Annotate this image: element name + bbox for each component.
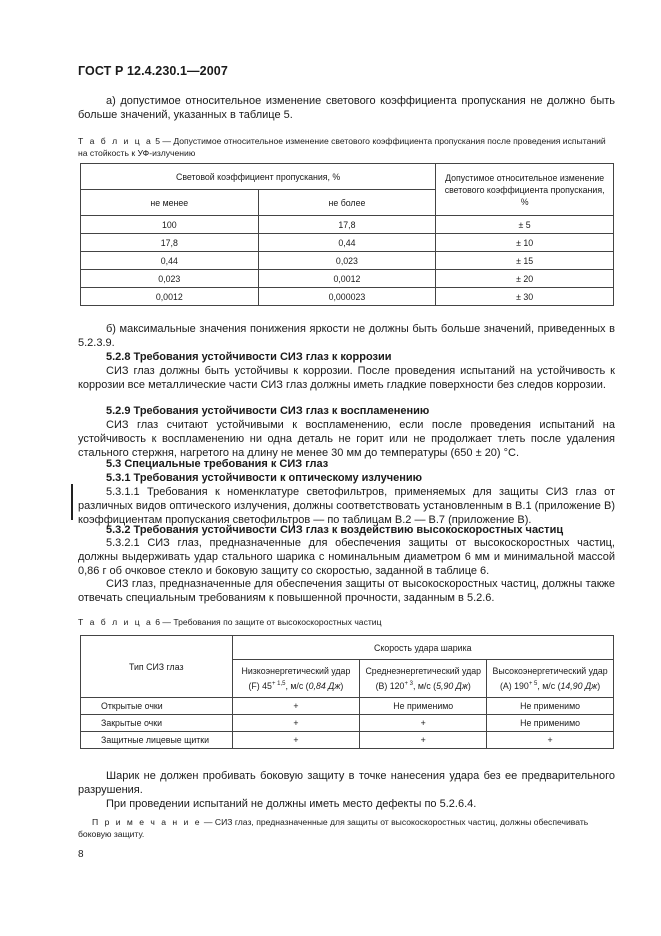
table-row bbox=[81, 288, 614, 306]
table-row bbox=[81, 234, 614, 252]
section-5-3-heading: 5.3 Специальные требования к СИЗ глаз bbox=[106, 458, 329, 470]
table-row bbox=[81, 252, 614, 270]
table-cell: + bbox=[360, 732, 487, 749]
table-cell: ± 15 bbox=[436, 252, 614, 270]
col-unit: , м/с ( bbox=[285, 680, 309, 691]
col-energy: 14,90 Дж bbox=[560, 680, 598, 691]
table-row bbox=[81, 270, 614, 288]
table-cell: 0,0012 bbox=[258, 270, 436, 288]
section-5-2-8-heading: 5.2.8 Требования устойчивости СИЗ глаз к коррозии bbox=[106, 351, 392, 363]
table-cell: + bbox=[232, 732, 360, 749]
table-cell: Не применимо bbox=[487, 698, 614, 715]
table-cell: Не применимо bbox=[360, 698, 487, 715]
change-bar bbox=[71, 484, 73, 520]
table-cell: 0,023 bbox=[81, 270, 259, 288]
col-energy: 0,84 Дж bbox=[308, 680, 341, 691]
section-5-3-1-text: 5.3.1.1 Требования к номенклатуре светофильтров, применяемых для защиты СИЗ глаз от различных видов оптического излучения, должны соответствовать установленным в В.1 (приложение В) коэффициентам пропускания светофильтров — по таблицам В.2 — В.7 (приложение В). bbox=[78, 486, 615, 526]
section-5-3-2-text-2: СИЗ глаз, предназначенные для обеспечения защиты от высокоскоростных частиц, должны также отвечать специальным требованиям к повышенной прочности, заданным в 5.2.6. bbox=[78, 578, 615, 604]
col-unit: , м/с ( bbox=[537, 680, 561, 691]
table-cell: ± 5 bbox=[436, 216, 614, 234]
note-word: П р и м е ч а н и е bbox=[92, 817, 202, 827]
table6-header-low bbox=[232, 660, 360, 698]
table-cell: 0,0012 bbox=[81, 288, 259, 306]
table-5 bbox=[80, 163, 614, 306]
table-cell: 0,44 bbox=[81, 252, 259, 270]
table-row bbox=[81, 216, 614, 234]
table-cell: Закрытые очки bbox=[81, 715, 233, 732]
table-cell: 0,44 bbox=[258, 234, 436, 252]
section-5-2-9-text: СИЗ глаз считают устойчивыми к воспламенению, если после проведения испытаний на устойчивость к воспламенению ни одна деталь не горит или не продолжает тлеть после удаления стального стержня, нагретого на длину не менее 30 мм до температуры (650 ± 20) °С. bbox=[78, 419, 615, 459]
table-cell: ± 10 bbox=[436, 234, 614, 252]
table-6 bbox=[80, 635, 614, 749]
table6-caption-text: 6 — Требования по защите от высокоскоростных частиц bbox=[155, 617, 382, 627]
document-header: ГОСТ Р 12.4.230.1—2007 bbox=[78, 64, 228, 78]
col-code: (B) 120 bbox=[375, 680, 405, 691]
table6-header-high bbox=[487, 660, 614, 698]
section-5-3-2-heading: 5.3.2 Требования устойчивости СИЗ глаз к воздействию высокоскоростных частиц bbox=[106, 524, 564, 536]
paragraph-b: б) максимальные значения понижения яркости не должны быть больше значений, приведенных в 5.2.3.9. bbox=[78, 323, 615, 349]
table5-caption bbox=[78, 135, 615, 159]
table5-caption-word: Т а б л и ц а bbox=[78, 136, 153, 146]
table-cell: ± 20 bbox=[436, 270, 614, 288]
paragraph-ball: Шарик не должен пробивать боковую защиту в точке нанесения удара без ее предварительного разрушения. bbox=[78, 770, 615, 796]
paragraph-defects: При проведении испытаний не должны иметь место дефекты по 5.2.6.4. bbox=[106, 798, 477, 810]
col-code: (A) 190 bbox=[499, 680, 529, 691]
table6-header-type: Тип СИЗ глаз bbox=[81, 636, 233, 698]
table-cell: + bbox=[360, 715, 487, 732]
table-cell: + bbox=[232, 715, 360, 732]
section-5-2-9-heading: 5.2.9 Требования устойчивости СИЗ глаз к воспламенению bbox=[106, 405, 430, 417]
col-close: ) bbox=[467, 680, 471, 691]
table-cell: + bbox=[487, 732, 614, 749]
col-tolerance: + 3 bbox=[404, 680, 413, 687]
col-name: Высокоэнергетический удар bbox=[492, 665, 608, 676]
table5-header-group: Световой коэффициент пропускания, % bbox=[81, 164, 436, 190]
table-cell: + bbox=[232, 698, 360, 715]
section-5-2-8-text: СИЗ глаз должны быть устойчивы к коррозии. После проведения испытаний на устойчивость к коррозии все металлические части СИЗ глаз должны иметь гладкие поверхности без следов коррозии. bbox=[78, 365, 615, 391]
table-cell: 0,000023 bbox=[258, 288, 436, 306]
table-cell: 100 bbox=[81, 216, 259, 234]
paragraph-a: а) допустимое относительное изменение светового коэффициента пропускания не должно быть больше значений, указанных в таблице 5. bbox=[78, 95, 615, 121]
table-cell: Открытые очки bbox=[81, 698, 233, 715]
col-code: (F) 45 bbox=[248, 680, 272, 691]
col-close: ) bbox=[340, 680, 344, 691]
section-5-3-1-heading: 5.3.1 Требования устойчивости к оптическому излучению bbox=[106, 472, 422, 484]
table-cell: ± 30 bbox=[436, 288, 614, 306]
table-cell: Защитные лицевые щитки bbox=[81, 732, 233, 749]
note-text: — СИЗ глаз, предназначенные для защиты от высокоскоростных частиц, должны обеспечивать боковую защиту. bbox=[78, 817, 589, 839]
col-unit: , м/с ( bbox=[412, 680, 437, 691]
table-row bbox=[81, 732, 614, 749]
table-cell: 17,8 bbox=[258, 216, 436, 234]
table5-header-change: Допустимое относительное изменение светового коэффициента пропускания, % bbox=[436, 164, 614, 216]
col-tolerance: + 5 bbox=[528, 680, 538, 687]
table-row bbox=[81, 715, 614, 732]
table-cell: Не применимо bbox=[487, 715, 614, 732]
note bbox=[78, 816, 615, 840]
table5-header-min: не менее bbox=[81, 190, 259, 216]
col-tolerance: + 1,5 bbox=[271, 680, 286, 687]
table-row bbox=[81, 698, 614, 715]
col-name: Среднеэнергетический удар bbox=[365, 665, 481, 676]
table6-header-mid bbox=[360, 660, 487, 698]
col-name: Низкоэнергетический удар bbox=[241, 665, 351, 676]
table-cell: 17,8 bbox=[81, 234, 259, 252]
table-cell: 0,023 bbox=[258, 252, 436, 270]
table6-caption-word: Т а б л и ц а bbox=[78, 617, 153, 627]
section-5-3-2-text-1: 5.3.2.1 СИЗ глаз, предназначенные для обеспечения защиты от высокоскоростных частиц, должны выдерживать удар стального шарика с номинальным диаметром 6 мм и минимальной массой 0,86 г об очковое стекло и боковую защиту со скоростью, заданной в таблице 6. bbox=[78, 537, 615, 577]
page-number: 8 bbox=[78, 849, 84, 860]
table6-header-speed: Скорость удара шарика bbox=[232, 636, 613, 660]
table5-header-max: не более bbox=[258, 190, 436, 216]
col-close: ) bbox=[597, 680, 601, 691]
table6-caption bbox=[78, 616, 615, 628]
col-energy: 5,90 Дж bbox=[436, 680, 468, 691]
table5-caption-text: 5 — Допустимое относительное изменение светового коэффициента пропускания после проведения испытаний на стойкость к УФ-излучению bbox=[78, 136, 606, 158]
